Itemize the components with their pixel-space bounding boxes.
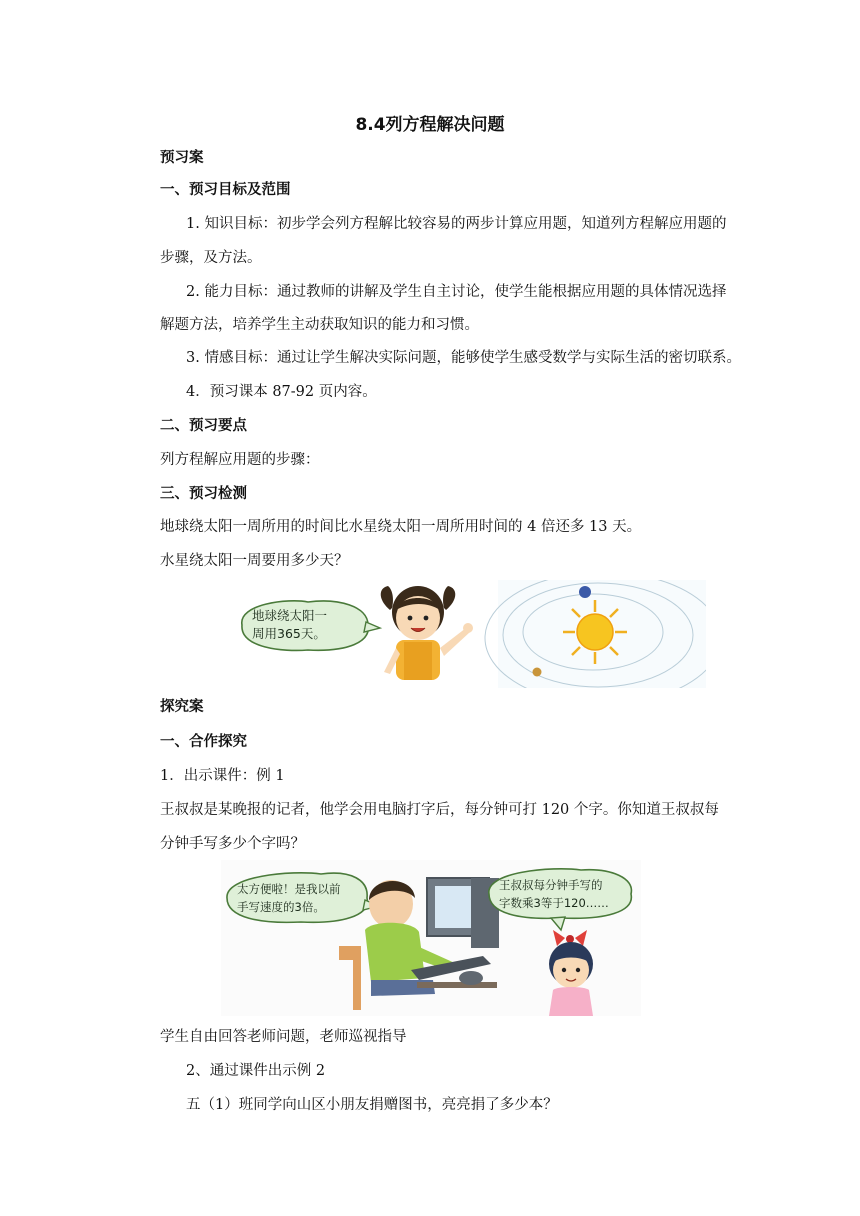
bubble-earth-line2: 周用365天。 [252,626,326,641]
explore-text1-line2: 分钟手写多少个字吗？ [160,836,305,852]
typing-figure [221,860,641,1016]
explore-text2: 学生自由回答老师问题，老师巡视指导 [160,1029,407,1045]
preview-section3-text2: 水星绕太阳一周要用多少天？ [160,553,349,569]
preview-heading: 预习案 [160,150,204,166]
solar-system-illustration [485,580,706,688]
girl-illustration [381,586,473,680]
preview-section1-heading: 一、预习目标及范围 [160,182,291,198]
preview-section3-heading: 三、预习检测 [160,486,247,502]
explore-text1-line1: 王叔叔是某晚报的记者，他学会用电脑打字后，每分钟可打 120 个字。你知道王叔叔每 [160,802,719,818]
explore-item1: 1．出示课件：例 1 [160,768,285,784]
explore-section1-heading: 一、合作探究 [160,734,247,750]
preview-item1-line1: 1. 知识目标：初步学会列方程解比较容易的两步计算应用题，知道列方程解应用题的 [186,216,727,232]
preview-item1-line2: 步骤，及方法。 [160,250,262,266]
bubble-earth-line1: 地球绕太阳一 [252,608,328,623]
earth-sun-figure [228,580,706,688]
preview-item2-line1: 2. 能力目标：通过教师的讲解及学生自主讨论，使学生能根据应用题的具体情况选择 [186,284,727,300]
mercury-planet-icon [533,668,542,677]
bubble-uncle-line1: 太方便啦！是我以前 [237,882,341,896]
sun-icon [563,600,627,664]
preview-section3-text1: 地球绕太阳一周所用的时间比水星绕太阳一周所用时间的 4 倍还多 13 天。 [160,519,642,535]
preview-section2-heading: 二、预习要点 [160,418,247,434]
page-title: 8.4列方程解决问题 [355,115,505,135]
explore-heading: 探究案 [160,699,204,715]
preview-section2-text: 列方程解应用题的步骤： [160,452,320,468]
speech-bubble-earth [242,601,380,651]
earth-planet-icon [579,586,591,598]
preview-item4: 4．预习课本 87-92 页内容。 [186,384,377,400]
bubble-girl-line2: 字数乘3等于120…… [499,896,609,910]
preview-item2-line2: 解题方法，培养学生主动获取知识的能力和习惯。 [160,317,479,333]
speech-bubble-uncle [227,873,379,923]
preview-item3: 3. 情感目标：通过让学生解决实际问题，能够使学生感受数学与实际生活的密切联系。 [186,350,741,366]
bubble-uncle-line2: 手写速度的3倍。 [237,900,325,914]
explore-text3: 五（1）班同学向山区小朋友捐赠图书，亮亮捐了多少本？ [186,1097,558,1113]
bubble-girl-line1: 王叔叔每分钟手写的 [499,878,603,892]
explore-item2: 2、通过课件出示例 2 [186,1063,326,1079]
